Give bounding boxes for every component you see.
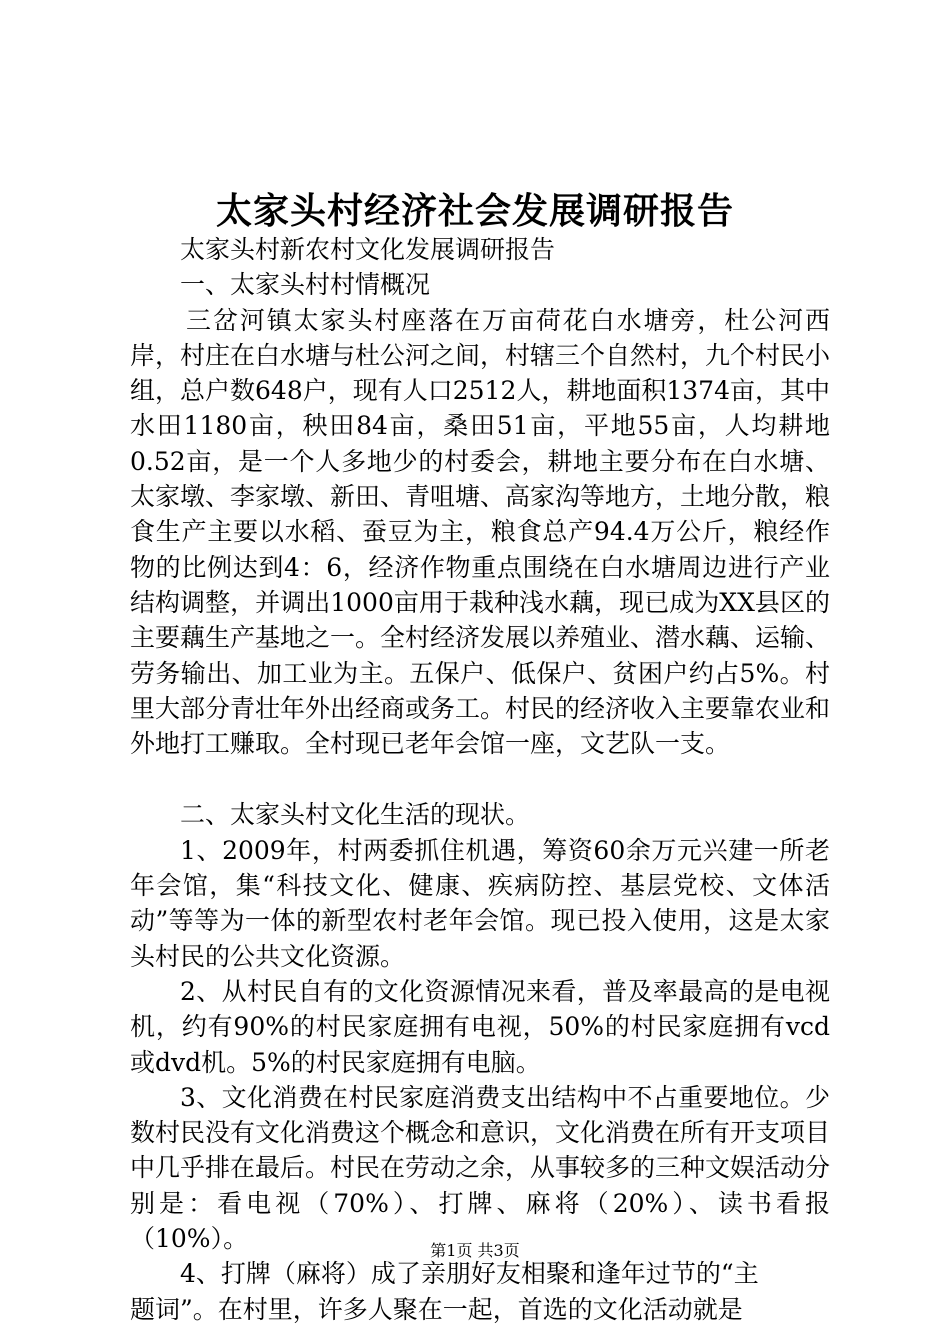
item-2-paragraph: 2、从村民自有的文化资源情况来看，普及率最高的是电视机，约有90%的村民家庭拥有电视，50%的村民家庭拥有vcd或dvd机。5%的村民家庭拥有电脑。: [130, 976, 830, 1077]
document-body: [130, 232, 830, 1327]
item-1-paragraph: 1、2009年，村两委抓住机遇，筹资60余万元兴建一所老年会馆，集“科技文化、健康、疾病防控、基层党校、文体活动”等等为一体的新型农村老年会馆。现已投入使用，这是太家头村民的公共文化资源。: [130, 835, 830, 971]
section-1-heading: 一、太家头村村情概况: [180, 270, 431, 300]
item-4-paragraph-line-1: 4、打牌（麻将）成了亲朋好友相聚和逢年过节的“主: [180, 1259, 759, 1289]
item-3-paragraph: 3、文化消费在村民家庭消费支出结构中不占重要地位。少数村民没有文化消费这个概念和意识，文化消费在所有开支项目中几乎排在最后。村民在劳动之余，从事较多的三种文娱活动分别是：看电视（70%）、打牌、麻将（20%）、读书看报（10%）。: [130, 1082, 831, 1254]
section-1-body: 三岔河镇太家头村座落在万亩荷花白水塘旁，杜公河西岸，村庄在白水塘与杜公河之间，村辖三个自然村，九个村民小组，总户数648户，现有人口2512人，耕地面积1374亩，其中水田1180亩，秧田84亩，桑田51亩，平地55亩，人均耕地0.52亩，是一个人多地少的村委会，耕地主要分布在白水塘、太家墩、李家墩、新田、青咀塘、高家沟等地方，土地分散，粮食生产主要以水稻、蚕豆为主，粮食总产94.4万公斤，粮经作物的比例达到4：6，经济作物重点围绕在白水塘周边进行产业结构调整，并调出1000亩用于栽种浅水藕，现已成为XX县区的主要藕生产基地之一。全村经济发展以养殖业、潜水藕、运输、劳务输出、加工业为主。五保户、低保户、贫困户约占5%。村里大部分青壮年外出经商或务工。村民的经济收入主要靠农业和外地打工赚取。全村现已老年会馆一座，文艺队一支。: [130, 305, 831, 759]
section-2-heading: 二、太家头村文化生活的现状。: [180, 800, 531, 830]
page-footer: 第1页 共3页: [430, 1241, 520, 1260]
item-4-paragraph-line-2: 题词”。在村里，许多人聚在一起，首选的文化活动就是: [130, 1294, 743, 1324]
paragraph-gap: [130, 761, 830, 797]
document-title: 太家头村经济社会发展调研报告: [215, 190, 734, 232]
subtitle-paragraph: 太家头村新农村文化发展调研报告: [180, 235, 556, 264]
